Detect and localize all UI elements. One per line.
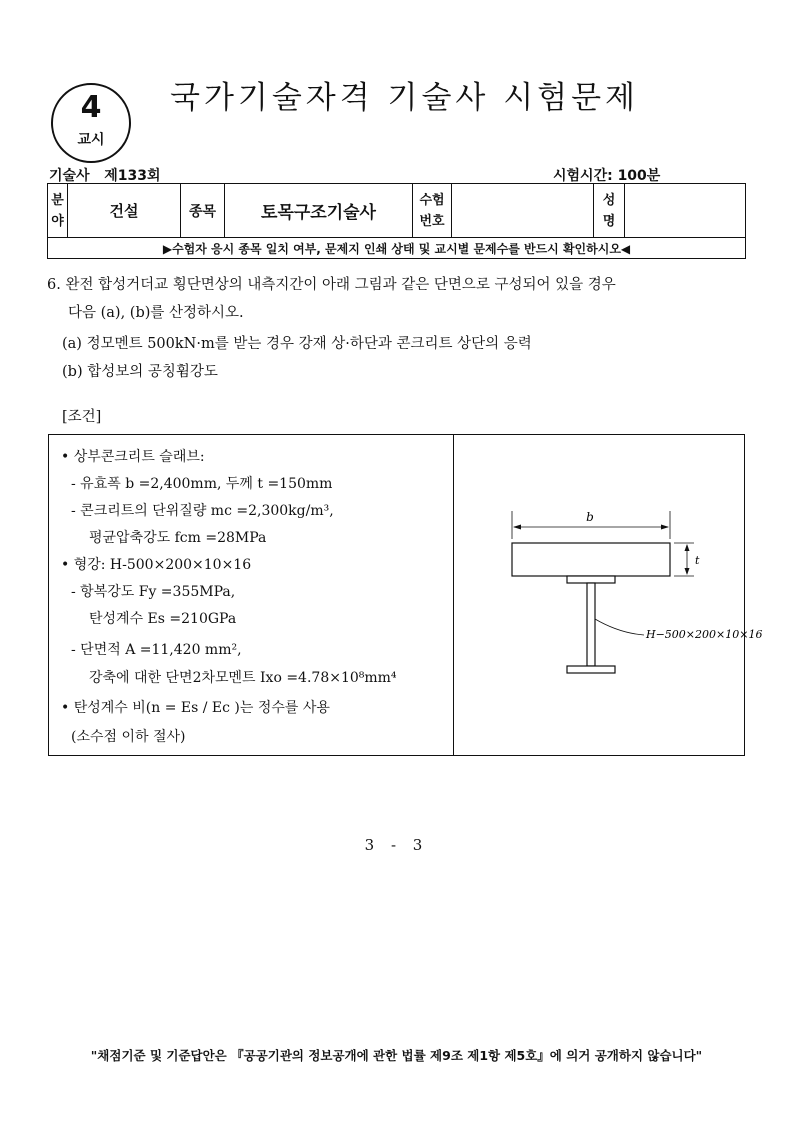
exam-no-label-line1: 수험 [419,192,445,208]
exam-time: 시험시간: 100분 [553,168,661,184]
condition-line: - 단면적 A =11,420 mm², [71,642,242,658]
period-label: 교시 [77,132,105,148]
condition-line: - 콘크리트의 단위질량 mc =2,300kg/m³, [71,503,334,519]
condition-line: (소수점 이하 절사) [71,729,186,745]
exam-no-label-line2: 번호 [419,213,445,229]
exam-info-table [47,183,746,259]
condition-line: 평균압축강도 fcm =28MPa [89,530,267,546]
conditions-box [48,434,763,756]
name-field[interactable] [625,184,746,238]
footer-notice: "채점기준 및 기준답안은 『공공기관의 정보공개에 관한 법률 제9조 제1항 제5호』에 의거 공개하지 않습니다" [90,1048,703,1063]
question-item-b: (b) 합성보의 공칭휨강도 [62,364,218,380]
h-beam-web [587,583,595,666]
exam-no-label-cell [413,184,452,238]
condition-line: 탄성계수 Es =210GPa [89,611,237,627]
condition-line: - 항복강도 Fy =355MPa, [71,584,236,600]
arrow-left-icon [513,525,521,530]
page-title: 국가기술자격 기술사 시험문제 [170,80,640,116]
section-label: H−500×200×10×16 [646,628,763,641]
name-label-line1: 성 [602,192,616,208]
name-label-line2: 명 [602,213,616,229]
concrete-slab [512,543,670,576]
exam-no-field[interactable] [452,184,594,238]
category-label: 종목 [181,184,225,238]
page-number: 3 - 3 [364,836,429,854]
period-badge [51,83,131,163]
name-label-cell [594,184,625,238]
question-line-1: 6. 완전 합성거더교 횡단면상의 내측지간이 아래 그림과 같은 단면으로 구성되어 있을 경우 [47,277,616,293]
arrow-down-icon [685,568,690,575]
condition-line: 강축에 대한 단면2차모멘트 Ixo =4.78×10⁸mm⁴ [89,670,397,686]
question-line-2: 다음 (a), (b)를 산정하시오. [68,305,244,321]
field-label-line2: 야 [51,213,64,229]
arrow-up-icon [685,544,690,551]
condition-line: • 탄성계수 비(n = Es / Ec )는 정수를 사용 [61,700,330,716]
period-number: 4 [80,90,102,125]
label-t: t [695,554,700,567]
field-label-line1: 분 [51,192,64,208]
notice-text: ▶수험자 응시 종목 일치 여부, 문제지 인쇄 상태 및 교시별 문제수를 반드시 확인하시오◀ [48,238,746,259]
category-value: 토목구조기술사 [225,184,413,238]
field-label-cell [48,184,68,238]
condition-line: • 형강: H-500×200×10×16 [61,557,252,573]
field-value: 건설 [68,184,181,238]
exam-round: 기술사 제133회 [49,168,161,184]
leader-line [595,619,644,635]
condition-line: • 상부콘크리트 슬래브: [61,449,205,465]
question-item-a: (a) 정모멘트 500kN·m를 받는 경우 강재 상·하단과 콘크리트 상단의 응력 [62,336,532,352]
label-b: b [586,510,594,524]
condition-line: - 유효폭 b =2,400mm, 두께 t =150mm [71,476,333,492]
h-beam-bottom-flange [567,666,615,673]
composite-section-diagram [454,435,763,755]
arrow-right-icon [661,525,669,530]
conditions-heading: [조건] [62,409,102,425]
h-beam-top-flange [567,576,615,583]
